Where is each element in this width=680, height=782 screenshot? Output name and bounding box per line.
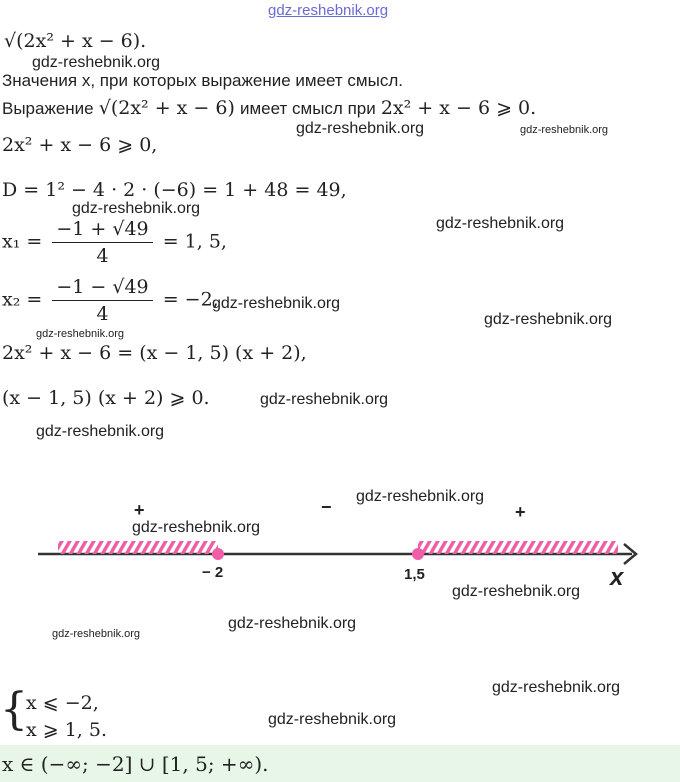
fraction-denominator: 4: [96, 303, 109, 325]
fraction-numerator: −1 − √49: [52, 276, 152, 301]
inequality-line: 2x² + x − 6 ⩾ 0,: [2, 134, 158, 156]
fraction-numerator: −1 + √49: [52, 218, 152, 243]
watermark: gdz-reshebnik.org: [520, 124, 609, 136]
system-row-2: x ⩾ 1, 5.: [26, 719, 108, 741]
statement-condition-word: имеет смысл при: [239, 99, 376, 118]
sign-right-interval: +: [515, 502, 526, 522]
watermark: gdz-reshebnik.org: [32, 54, 161, 71]
system-row-1: x ⩽ −2,: [26, 692, 99, 714]
watermark: gdz-reshebnik.org: [72, 200, 201, 217]
point-label-one-point-five: 1,5: [404, 566, 425, 583]
statement-expression: √(2x² + x − 6): [98, 97, 235, 119]
hatched-interval-left: [58, 541, 218, 554]
point-one-point-five: [412, 548, 424, 560]
task-line: Значения x, при которых выражение имеет смысл.: [2, 71, 403, 90]
root-x1-value: = 1, 5,: [162, 230, 227, 253]
system-brace: {: [0, 684, 28, 735]
watermark: gdz-reshebnik.org: [492, 679, 621, 696]
point-label-minus-two: − 2: [202, 564, 224, 581]
root-x2-value: = −2,: [162, 288, 219, 311]
expression-line: √(2x² + x − 6).: [4, 30, 147, 52]
discriminant-line: D = 1² − 4 · 2 · (−6) = 1 + 48 = 49,: [2, 179, 347, 201]
domain-statement: [2, 97, 536, 119]
watermark: gdz-reshebnik.org: [212, 295, 341, 312]
watermark: gdz-reshebnik.org: [36, 423, 165, 440]
watermark: gdz-reshebnik.org: [296, 120, 425, 137]
factorization-line: 2x² + x − 6 = (x − 1, 5) (x + 2),: [2, 342, 307, 364]
header-watermark: gdz-reshebnik.org: [268, 2, 389, 19]
root-x2: [2, 276, 219, 325]
axis-label: x: [610, 564, 624, 591]
watermark: gdz-reshebnik.org: [356, 488, 485, 505]
root-x1-fraction: [52, 218, 152, 267]
point-minus-two: [212, 548, 224, 560]
watermark: gdz-reshebnik.org: [52, 628, 141, 640]
watermark: gdz-reshebnik.org: [132, 519, 261, 536]
sign-left-interval: +: [134, 500, 145, 520]
watermark: gdz-reshebnik.org: [260, 391, 389, 408]
hatched-interval-right: [418, 541, 618, 554]
watermark: gdz-reshebnik.org: [228, 615, 357, 632]
factored-inequality-line: (x − 1, 5) (x + 2) ⩾ 0.: [2, 387, 210, 409]
root-x1-lhs: x₁ =: [2, 230, 43, 253]
root-x2-fraction: [52, 276, 152, 325]
watermark: gdz-reshebnik.org: [484, 311, 613, 328]
fraction-denominator: 4: [96, 245, 109, 267]
watermark: gdz-reshebnik.org: [268, 711, 397, 728]
root-x2-lhs: x₂ =: [2, 288, 43, 311]
answer-line: x ∈ (−∞; −2] ∪ [1, 5; +∞).: [2, 752, 269, 776]
statement-inequality: 2x² + x − 6 ⩾ 0.: [380, 97, 537, 119]
root-x1: [2, 218, 227, 267]
watermark: gdz-reshebnik.org: [36, 328, 125, 340]
sign-middle-interval: −: [321, 497, 332, 517]
watermark: gdz-reshebnik.org: [436, 215, 565, 232]
watermark: gdz-reshebnik.org: [452, 583, 581, 600]
statement-word: Выражение: [2, 99, 94, 118]
